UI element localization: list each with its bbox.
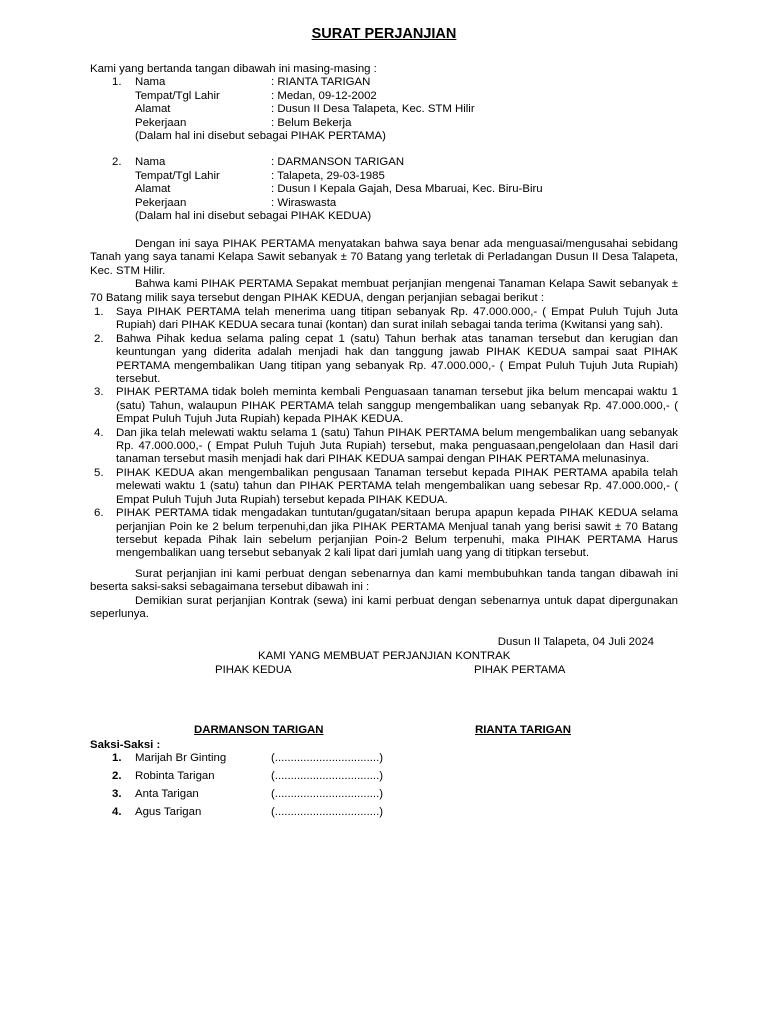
term-number: 4. [94,426,104,439]
term-text: Saya PIHAK PERTAMA telah menerima uang titipan sebanyak Rp. 47.000.000,- ( Empat Puluh Tujuh Juta Rupiah) dari PIHAK KEDUA secara tunai (kontan) dan surat inilah sebagai tanda terima (Kwitansi yang sah). [116,306,678,332]
field-label: Alamat [135,103,171,116]
field-value: : Medan, 09-12-2002 [271,89,377,102]
field-label: Nama [135,76,166,88]
signature-line: (.................................) [271,806,384,818]
terms-list [90,306,678,561]
place-date: Dusun II Talapeta, 04 Juli 2024 [497,636,654,648]
signatory-right: RIANTA TARIGAN [475,724,571,736]
term-item [90,333,678,387]
term-item [90,427,678,467]
term-number: 2. [94,332,104,345]
term-number: 5. [94,466,104,479]
witness-title: Saksi-Saksi : [90,739,161,751]
field-value: : Dusun II Desa Talapeta, Kec. STM Hilir [271,103,475,116]
field-value: : Wiraswasta [271,196,337,209]
term-number: 6. [94,507,104,520]
field-label: Pekerjaan [135,196,187,209]
term-text: Bahwa Pihak kedua selama paling cepat 1 (satu) Tahun berhak atas tanaman tersebut dan kerugian dan keuntungan yang diderita adalah menjadi hak dan tanggung jawab PIHAK KEDUA sampai saat PIHAK PERTAMA mengembalikan Uang titipan yang sebanyak Rp. 47.000.000,- ( Empat Puluh Tujuh Juta Rupiah) tersebut. [116,332,678,386]
statement-paragraph [90,238,678,305]
term-number: 3. [94,386,104,399]
witness-number: 1. [112,752,122,764]
closing-section [90,568,678,622]
party-number: 1. [112,76,122,88]
term-text: PIHAK KEDUA akan mengembalikan pengusaan Tanaman tersebut kepada PIHAK PERTAMA apabila telah melewati waktu 1 (satu) tahun dan PIHAK PERTAMA telah mengembalikan uang sebesar Rp. 47.000.000,- ( Empat Puluh Tujuh Juta Rupiah) tersebut kepada PIHAK KEDUA. [116,466,678,506]
intro-text: Kami yang bertanda tangan dibawah ini masing-masing : [90,63,377,75]
term-item [90,386,678,426]
term-item [90,467,678,507]
term-text: PIHAK PERTAMA tidak mengadakan tuntutan/gugatan/sitaan berupa apapun kepada PIHAK KEDUA selama perjanjian Poin ke 2 belum terpenuhi,dan jika PIHAK PERTAMA Menjual tanah yang berisi sawit ± 70 Batang tersebut kepada Pihak lain sebelum perjanjian Poin-2 Belum terpenuhi, maka PIHAK PERTAMA Harus mengembalikan uang tersebut sebanyak 2 kali lipat dari jumlah uang yang di titipkan tersebut. [116,507,678,560]
term-item [90,507,678,561]
signature-line: (.................................) [271,752,384,764]
term-text: PIHAK PERTAMA tidak boleh meminta kembali Penguasaan tanaman tersebut jika belum mencapai waktu 1 (satu) Tahun, walaupun PIHAK PERTAMA telah sanggup mengembalikan uang sebanyak Rp. 47.000.000,- ( Empat Puluh Tujuh Juta Rupiah) kepada PIHAK KEDUA. [116,386,678,426]
party-first [90,76,678,144]
field-label: Tempat/Tgl Lahir [135,169,220,182]
field-label: Nama [135,156,166,168]
witness-number: 4. [112,806,122,818]
closing-text: Surat perjanjian ini kami perbuat dengan sebenarnya dan kami membubuhkan tanda tangan dibawah ini beserta saksi-saksi sebagaimana tersebut dibawah ini : [90,568,678,594]
witness-name: Robinta Tarigan [135,770,215,782]
witness-row [90,806,490,820]
signature-line: (.................................) [271,788,384,800]
signatory-left: DARMANSON TARIGAN [194,724,324,736]
field-value: : DARMANSON TARIGAN [271,156,405,168]
witness-row [90,788,490,802]
field-label: Tempat/Tgl Lahir [135,89,220,102]
party-second [90,156,678,224]
party-label-left: PIHAK KEDUA [215,664,292,676]
witness-number: 2. [112,770,122,782]
witness-name: Marijah Br Ginting [135,752,227,764]
field-label: Alamat [135,183,171,196]
witness-row [90,752,490,766]
party-number: 2. [112,156,122,168]
party-note: (Dalam hal ini disebut sebagai PIHAK PERTAMA) [135,130,386,143]
term-number: 1. [94,306,104,318]
term-text: Dan jika telah melewati waktu selama 1 (satu) Tahun PIHAK PERTAMA belum mengembalikan uang sebanyak Rp. 47.000.000,- ( Empat Puluh Tujuh Juta Rupiah) tersebut, maka penguasaan,pengelolaan dan Hasil dari tanaman tersebut masih menjadi hak dari PIHAK KEDUA sampai dengan PIHAK PERTAMA melunasinya. [116,426,678,466]
field-label: Pekerjaan [135,116,187,129]
field-value: : Dusun I Kepala Gajah, Desa Mbaruai, Kec. Biru-Biru [271,183,543,196]
party-label-right: PIHAK PERTAMA [474,664,566,676]
closing-text: Demikian surat perjanjian Kontrak (sewa) ini kami perbuat dengan sebenarnya untuk dapat dipergunakan seperlunya. [90,594,678,621]
document-title: SURAT PERJANJIAN [311,26,457,42]
paragraph-text: Bahwa kami PIHAK PERTAMA Sepakat membuat perjanjian mengenai Tanaman Kelapa Sawit sebanyak ± 70 Batang milik saya tersebut dengan PIHAK KEDUA, dengan perjanjian sebagai berikut : [90,278,678,304]
field-value: : Talapeta, 29-03-1985 [271,169,385,182]
party-note: (Dalam hal ini disebut sebagai PIHAK KEDUA) [135,210,372,223]
witness-name: Anta Tarigan [135,788,199,800]
witness-number: 3. [112,788,122,800]
witness-name: Agus Tarigan [135,806,202,818]
witness-row [90,770,490,784]
term-item [90,306,678,333]
signature-heading: KAMI YANG MEMBUAT PERJANJIAN KONTRAK [258,650,511,662]
paragraph-text: Dengan ini saya PIHAK PERTAMA menyatakan bahwa saya benar ada menguasai/mengusahai sebidang Tanah yang saya tanami Kelapa Sawit sebanyak ± 70 Batang yang terletak di Perladangan Dusun II Desa Talapeta, Kec. STM Hilir. [90,238,678,277]
signature-line: (.................................) [271,770,384,782]
field-value: : Belum Bekerja [271,116,352,129]
field-value: : RIANTA TARIGAN [271,76,371,88]
